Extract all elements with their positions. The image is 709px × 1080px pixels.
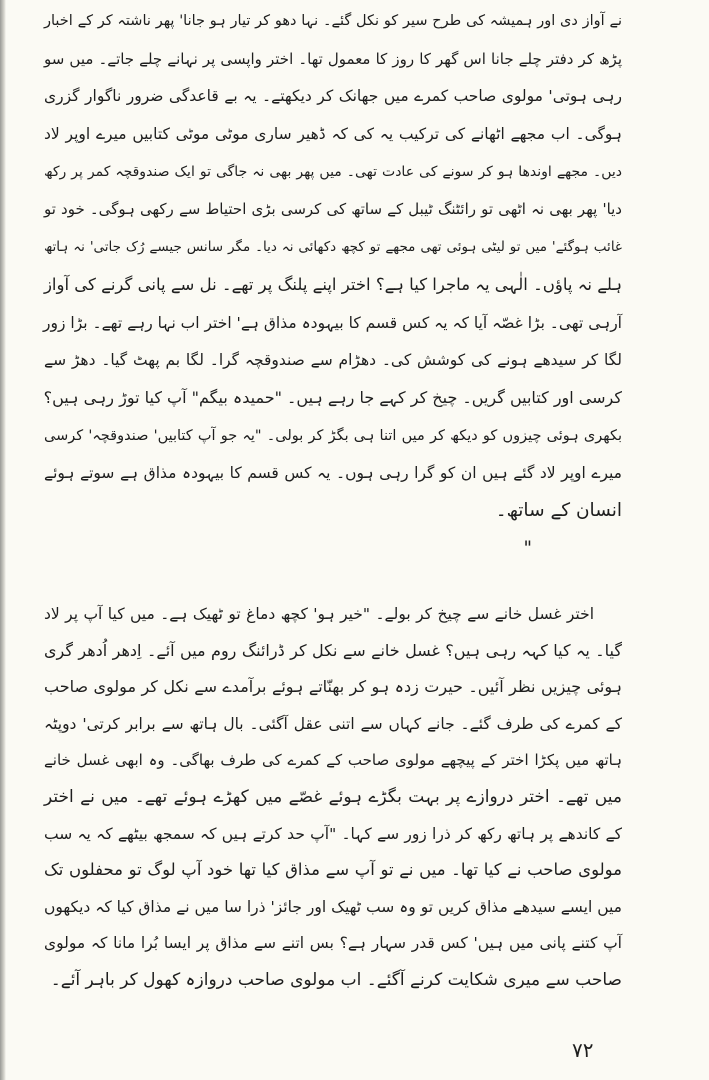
text-line: کرسی اور کتابیں گریں۔ چیخ کر کہے جا رہے ہیں۔ "حمیدہ بیگم" آپ کیا توڑ رہی ہیں؟: [43, 387, 622, 407]
text-line: میرے اوپر لاد گئے ہیں ان کو گرا رہی ہوں۔ یہ کس قسم کا بیہودہ مذاق ہے سوتے ہوئے: [44, 464, 622, 483]
text-line: اختر غسل خانے سے چیخ کر بولے۔ "خیر ہو' کچھ دماغ تو ٹھیک ہے۔ میں کیا آپ پر لاد: [44, 605, 594, 623]
text-line: کے کاندھے پر ہاتھ رکھ کر ذرا زور سے کہا۔ "آپ حد کرتے ہیں کہ سمجھ بیٹھے کہ یہ سب: [44, 824, 622, 843]
text-line: نے آواز دی اور ہمیشہ کی طرح سیر کو نکل گئے۔ نہا دھو کر تیار ہو جانا' پھر ناشتہ کر کے اخبار: [44, 13, 622, 29]
paragraph-2: [44, 597, 622, 1000]
text-line: غائب ہوگئے' میں تو لیٹی ہوئی تھی مجھے تو کچھ دکھائی نہ دیا۔ مگر سانس جیسے رُک جاتی' نہ ہاتھ: [44, 239, 622, 256]
text-line: کے کمرے کی طرف گئے۔ جانے کہاں سے اتنی عقل آگئی۔ بال ہاتھ سے برابر کرتی' دوپٹہ: [44, 714, 622, 733]
text-line: ہوئی چیزیں نظر آئیں۔ حیرت زدہ ہو کر بھنّاتے ہوئے برآمدے سے نکل کر مولوی صاحب: [44, 677, 622, 697]
text-line: رہی ہوتی' مولوی صاحب کمرے میں جھانک کر دیکھتے۔ یہ بے قاعدگی ضرور ناگوار گزری: [44, 87, 622, 106]
text-line: صاحب سے میری شکایت کرنے آگئے۔ اب مولوی صاحب دروازہ کھول کر باہر آئے۔: [50, 969, 622, 990]
text-line: آرہی تھی۔ بڑا غصّہ آیا کہ یہ کس قسم کا بیہودہ مذاق ہے' اختر اب نہا رہے تھے۔ بڑا زور: [43, 313, 622, 332]
text-line: بکھری ہوئی چیزوں کو دیکھ کر میں اتنا ہی بگڑ کر بولی۔ "یہ جو آپ کتابیں' صندوقچہ' کرسی: [44, 427, 622, 444]
paragraph-1: [44, 4, 622, 569]
text-line: پڑھ کر دفتر چلے جانا اس گھر کا روز کا معمول تھا۔ اختر واپسی پر نہانے چلے جاتے۔ میں سو: [44, 49, 622, 68]
text-line: انسان کے ساتھ۔: [495, 499, 622, 521]
text-line: گیا۔ یہ کیا کہہ رہی ہیں؟ غسل خانے سے نکل کر ڈرائنگ روم میں آئے۔ اِدھر اُدھر گری: [44, 640, 622, 660]
text-line: لگا کر سیدھے ہونے کی کوشش کی۔ دھڑام سے صندوقچہ گرا۔ لگا بم پھٹ گیا۔ دھڑ سے: [44, 351, 622, 370]
text-line: میں تھے۔ اختر دروازے پر بہت بگڑے ہوئے غصّے میں کھڑے ہوئے تھے۔ میں نے اختر: [44, 786, 622, 807]
text-line: مولوی صاحب نے کیا تھا۔ میں نے تو آپ سے مذاق کیا تھا خود آپ لوگ تو محفلوں تک: [44, 860, 622, 880]
text-line: ہلے نہ پاؤں۔ الٰہی یہ ماجرا کیا ہے؟ اختر اپنے پلنگ پر تھے۔ نل سے پانی گرنے کی آواز: [43, 274, 622, 294]
text-line: ہاتھ میں پکڑا اختر کے پیچھے مولوی صاحب کے کمرے کی طرف بھاگی۔ وہ ابھی غسل خانے: [44, 751, 622, 770]
text-line: ہوگی۔ اب مجھے اٹھانے کی ترکیب یہ کی کہ ڈھیر ساری موٹی موٹی کتابیں میرے اوپر لاد: [44, 125, 622, 144]
scan-page-edge: [0, 0, 6, 1080]
text-line: دیں۔ مجھے اوندھا ہو کر سونے کی عادت تھی۔ میں پھر بھی نہ جاگی تو ایک صندوقچہ کمر پر رکھ: [44, 163, 622, 180]
text-line: میں ایسے سیدھے مذاق کریں تو وہ سب ٹھیک اور جائز' ذرا سا میں نے مذاق کیا کہ دیکھوں: [44, 897, 622, 916]
text-line: آپ کتنے پانی میں ہیں' کس قدر سہار ہے؟ بس اتنے سے مذاق پر ایسا بُرا مانا کہ مولوی: [44, 934, 622, 953]
closing-quote: ": [523, 537, 532, 559]
text-line: دیا' پھر بھی نہ اٹھی تو رائٹنگ ٹیبل کے ساتھ کی کرسی بڑی احتیاط سے رکھی ہوگی۔ خود تو: [44, 200, 622, 219]
page-number: ۷۲: [572, 1038, 594, 1062]
